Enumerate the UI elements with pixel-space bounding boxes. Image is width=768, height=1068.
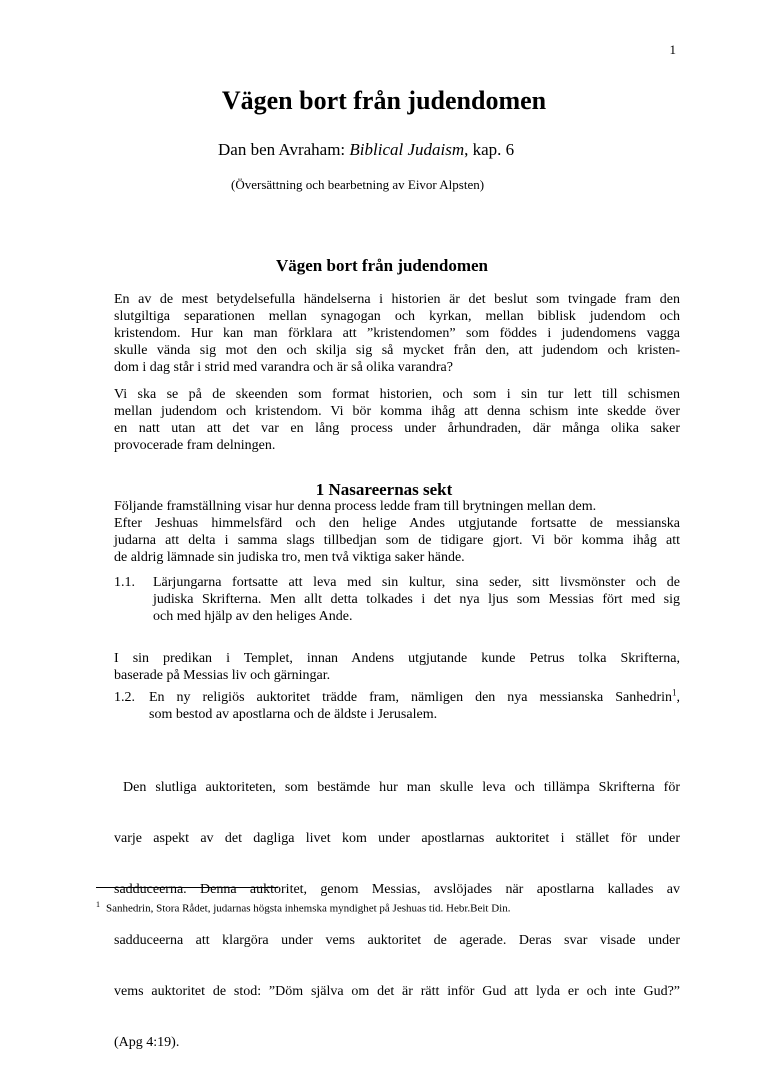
footnote-text: Sanhedrin, Stora Rådet, judarnas högsta inhemska myndighet på Jeshuas tid. Hebr.Beit Din. — [106, 902, 511, 915]
text-line: sadduceerna att klargöra under vems auktoritet de agerade. Deras svar visade under — [114, 933, 680, 948]
text-line: Lärjungarna fortsatte att leva med sin kultur, sina seder, sitt livsmönster och de — [153, 575, 680, 590]
footnote-reference[interactable]: 1 — [672, 687, 677, 698]
item-text: En ny religiös auktoritet trädde fram, nämligen den nya messianska Sanhedrin — [149, 690, 672, 705]
intro-paragraph-2 — [114, 386, 680, 454]
text-line: en natt utan att det var en lång process under århundraden, där många olika saker — [114, 421, 680, 436]
item-body — [153, 574, 680, 625]
text-line: sadduceerna. Denna auktoritet, genom Messias, avslöjades när apostlarna kallades av — [114, 882, 680, 897]
text-line — [149, 689, 680, 706]
document-title: Vägen bort från judendomen — [221, 86, 547, 115]
text-line: Följande framställning visar hur denna process ledde fram till brytningen mellan dem. — [114, 499, 597, 514]
item-number: 1.1. — [114, 575, 135, 590]
item-body — [149, 689, 680, 723]
text-line: som bestod av apostlarna och de äldste i Jerusalem. — [149, 707, 438, 722]
text-line: slutgiltiga separationen mellan synagogan och kyrkan, mellan biblisk judendom och — [114, 309, 680, 324]
section-1-paragraph-2 — [114, 650, 680, 684]
byline-book-title: Biblical Judaism — [349, 140, 465, 159]
section-1-paragraph-1 — [114, 515, 680, 566]
footnote-mark: 1 — [96, 900, 100, 909]
footnote — [96, 900, 511, 915]
translator-note: (Översättning och bearbetning av Eivor Alpsten) — [231, 177, 485, 192]
text-line: Efter Jeshuas himmelsfärd och den helige Andes utgjutande fortsatte de messianska — [114, 516, 680, 531]
text-line: provocerade fram delningen. — [114, 438, 276, 453]
text-line: mellan judendom och kristendom. Vi bör komma ihåg att denna schism inte skedde över — [114, 404, 680, 419]
byline-chapter: , kap. 6 — [464, 140, 515, 159]
text-line: baserade på Messias liv och gärningar. — [114, 668, 331, 683]
text-line: I sin predikan i Templet, innan Andens utgjutande kunde Petrus tolka Skrifterna, — [114, 651, 680, 666]
intro-heading: Vägen bort från judendomen — [275, 256, 489, 275]
text-line: dom i dag står i strid med varandra och är så olika varandra? — [114, 360, 453, 375]
footnote-divider — [96, 887, 278, 888]
byline-author: Dan ben Avraham: — [218, 140, 350, 159]
text-line: kristendom. Hur kan man förklara att ”kristendomen” som föddes i judendomens vagga — [114, 326, 680, 341]
text-line: judarna att delta i samma slags tillbedjan som de tidigare gjort. Vi bör komma ihåg att — [114, 533, 680, 548]
text-line: Den slutliga auktoriteten, som bestämde hur man skulle leva och tillämpa Skrifterna för — [114, 780, 680, 795]
text-line: vems auktoritet de stod: ”Döm själva om det är rätt inför Gud att lyda er och inte Gud?” — [114, 984, 680, 999]
text-line: de aldrig lämnade sin judiska tro, men två viktiga saker hände. — [114, 550, 465, 565]
text-line: skulle vända sig mot den och skilja sig så mycket från den, att judendom och kristen- — [114, 343, 680, 358]
section-1-heading: 1 Nasareernas sekt — [315, 480, 453, 499]
text-line: Vi ska se på de skeenden som format historien, och som i sin tur lett till schismen — [114, 387, 680, 402]
item-text-end: , — [676, 690, 680, 705]
text-line: judiska Skrifterna. Men allt detta tolkades i det nya ljus som Messias fört med sig — [153, 592, 680, 607]
text-line: och med hjälp av den heliges Ande. — [153, 609, 353, 624]
text-line: (Apg 4:19). — [114, 1035, 180, 1050]
page-number: 1 — [669, 42, 676, 57]
byline — [218, 140, 514, 160]
text-line: varje aspekt av det dagliga livet kom under apostlarnas auktoritet i stället för under — [114, 831, 680, 846]
text-line: En av de mest betydelsefulla händelserna i historien är det beslut som tvingade fram den — [114, 292, 680, 307]
intro-paragraph-1 — [114, 291, 680, 376]
item-number: 1.2. — [114, 690, 135, 705]
